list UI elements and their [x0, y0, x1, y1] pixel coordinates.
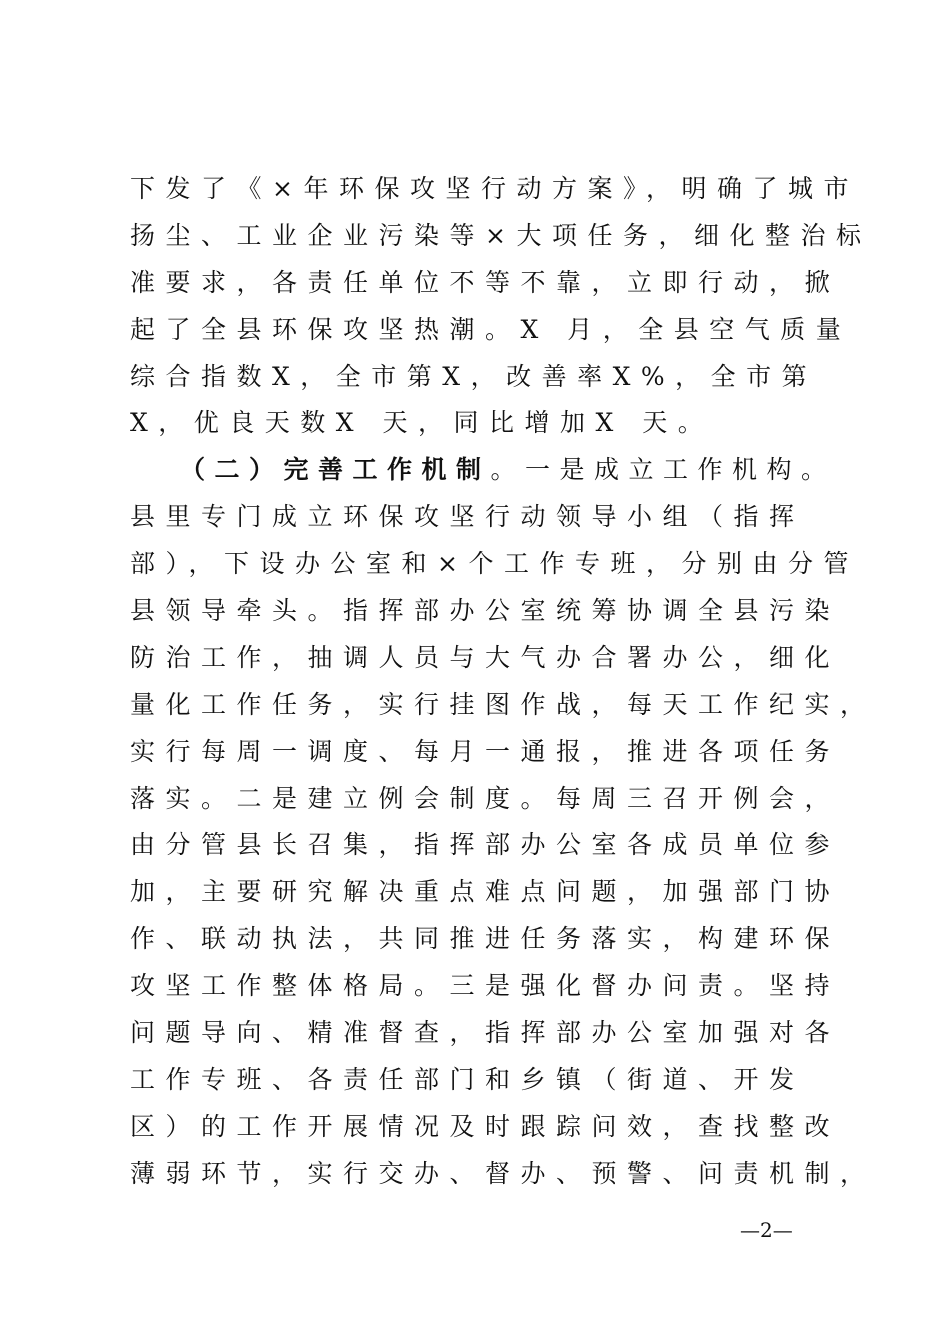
text-line: 加，主要研究解决重点难点问题，加强部门协: [130, 877, 841, 907]
text-line: 下发了《×年环保攻坚行动方案》，明确了城市: [130, 174, 859, 203]
text-line: 起了全县环保攻坚热潮。X 月，全县空气质量: [130, 314, 852, 344]
section-first-line-rest: 。一是成立工作机构。: [490, 455, 836, 485]
text-line: 准要求，各责任单位不等不靠，立即行动，掀: [130, 267, 841, 297]
text-line: 攻坚工作整体格局。三是强化督办问责。坚持: [130, 971, 841, 1001]
text-line: X，优良天数X 天，同比增加X 天。: [130, 408, 714, 438]
section-first-line: [130, 447, 836, 494]
text-line: 扬尘、工业企业污染等×大项任务，细化整治标: [130, 220, 872, 250]
text-line: 落实。二是建立例会制度。每周三召开例会，: [130, 783, 841, 813]
text-line: 问题导向、精准督查，指挥部办公室加强对各: [130, 1018, 841, 1048]
text-line: 实行每周一调度、每月一通报，推进各项任务: [130, 736, 841, 766]
text-line: 作、联动执法，共同推进任务落实，构建环保: [130, 924, 841, 954]
text-line: 由分管县长召集，指挥部办公室各成员单位参: [130, 830, 841, 860]
body-text: [130, 166, 876, 1198]
text-line: 薄弱环节，实行交办、督办、预警、问责机制，: [130, 1158, 876, 1188]
text-line: 区）的工作开展情况及时跟踪问效，查找整改: [130, 1111, 841, 1141]
page-number: —2—: [740, 1218, 793, 1242]
text-line: 防治工作，抽调人员与大气办合署办公，细化: [130, 642, 841, 672]
text-line: 部），下设办公室和×个工作专班，分别由分管: [130, 549, 859, 579]
text-line: 量化工作任务，实行挂图作战，每天工作纪实，: [130, 689, 876, 719]
text-line: 县领导牵头。指挥部办公室统筹协调全县污染: [130, 596, 841, 626]
section-heading: （二）完善工作机制: [180, 455, 491, 485]
text-line: 综合指数X，全市第X，改善率X%，全市第: [130, 361, 818, 391]
text-line: 县里专门成立环保攻坚行动领导小组（指挥: [130, 502, 805, 532]
text-line: 工作专班、各责任部门和乡镇（街道、开发: [130, 1064, 805, 1094]
